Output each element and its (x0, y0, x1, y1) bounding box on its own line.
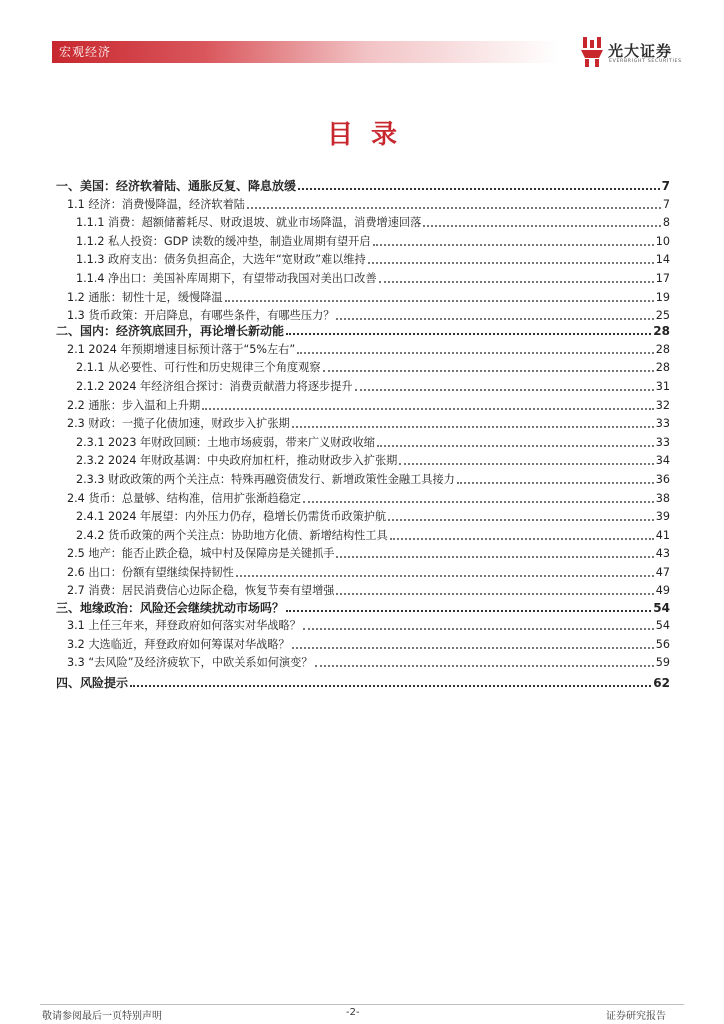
toc-entry-title: 四、风险提示 (56, 676, 129, 690)
toc-leader-dots (336, 583, 653, 595)
toc-entry[interactable] (67, 397, 670, 413)
toc-page-number: 47 (655, 566, 670, 579)
toc-leader-dots (225, 290, 654, 302)
toc-leader-dots (388, 509, 654, 521)
toc-leader-dots (202, 398, 654, 410)
toc-entry-title: 2.1 2024 年预期增速目标预计落于“5%左右” (67, 343, 296, 356)
toc-entry[interactable] (67, 415, 670, 431)
toc-chapter-entry[interactable] (56, 599, 670, 615)
toc-page-number: 38 (655, 492, 670, 505)
toc-entry-title: 2.7 消费：居民消费信心边际企稳，恢复节奏有望增强 (67, 584, 335, 597)
toc-entry[interactable] (67, 636, 670, 652)
toc-page-number: 33 (655, 417, 670, 430)
brand-name: 光大证券 (608, 42, 673, 60)
toc-page-number: 34 (655, 454, 670, 467)
toc-entry[interactable] (76, 527, 670, 543)
toc-leader-dots (286, 600, 651, 612)
footer-report-type: 证券研究报告 (606, 1011, 666, 1022)
toc-entry[interactable] (76, 378, 670, 394)
toc-entry-title: 3.1 上任三年来，拜登政府如何落实对华战略？ (67, 619, 301, 632)
toc-entry-title: 三、地缘政治：风险还会继续扰动市场吗？ (56, 601, 285, 615)
toc-page-number: 39 (655, 510, 670, 523)
toc-entry[interactable] (67, 654, 670, 670)
toc-page-number: 54 (655, 619, 670, 632)
toc-leader-dots (390, 528, 654, 540)
toc-entry-title: 2.3.3 财政政策的两个关注点：特殊再融资债发行、新增政策性金融工具接力 (76, 473, 455, 486)
toc-entry[interactable] (76, 214, 670, 230)
toc-page-number: 59 (655, 656, 670, 669)
footer-disclaimer: 敬请参阅最后一页特别声明 (42, 1011, 162, 1022)
toc-entry-title: 2.3 财政：一揽子化债加速，财政步入扩张期 (67, 417, 290, 430)
toc-leader-dots (247, 197, 661, 209)
toc-page-number: 41 (655, 529, 670, 542)
toc-leader-dots (355, 379, 654, 391)
toc-entry[interactable] (67, 564, 670, 580)
toc-leader-dots (286, 323, 651, 335)
toc-chapter-entry[interactable] (56, 322, 670, 338)
toc-entry-title: 1.3 货币政策：开启降息，有哪些条件，有哪些压力？ (67, 309, 335, 322)
toc-page-number: 19 (655, 291, 670, 304)
toc-entry[interactable] (67, 341, 670, 357)
toc-entry[interactable] (76, 251, 670, 267)
toc-entry-title: 2.6 出口：份额有望继续保持韧性 (67, 566, 234, 579)
brand-logo (580, 36, 700, 70)
toc-chapter-entry[interactable] (56, 177, 670, 193)
toc-leader-dots (297, 342, 654, 354)
toc-page-number: 33 (655, 436, 670, 449)
toc-page-number: 10 (655, 235, 670, 248)
header-section-label: 宏观经济 (59, 45, 112, 59)
toc-leader-dots (130, 675, 651, 687)
footer-page-number: -2- (346, 1007, 360, 1018)
toc-entry[interactable] (76, 508, 670, 524)
toc-leader-dots (323, 360, 654, 372)
toc-entry[interactable] (67, 490, 670, 506)
toc-entry[interactable] (76, 452, 670, 468)
toc-chapter-entry[interactable] (56, 674, 670, 690)
toc-entry-title: 2.3.1 2023 年财政回顾：土地市场疲弱，带来广义财政收缩 (76, 436, 375, 449)
toc-page-number: 7 (661, 179, 670, 193)
toc-leader-dots (336, 546, 653, 558)
toc-page-number: 8 (662, 216, 670, 229)
toc-leader-dots (315, 655, 654, 667)
toc-entry-title: 3.2 大选临近，拜登政府如何筹谋对华战略？ (67, 638, 290, 651)
toc-entry-title: 1.1.1 消费：超额储蓄耗尽、财政退坡、就业市场降温，消费增速回落 (76, 216, 422, 229)
brand-english: EVERBRIGHT SECURITIES (609, 59, 682, 64)
toc-page-number: 31 (655, 380, 670, 393)
toc-entry[interactable] (76, 434, 670, 450)
toc-page-number: 49 (655, 584, 670, 597)
toc-entry[interactable] (76, 270, 670, 286)
toc-page-number: 7 (662, 198, 670, 211)
toc-leader-dots (368, 252, 654, 264)
toc-leader-dots (379, 271, 654, 283)
toc-entry-title: 2.5 地产：能否止跌企稳，城中村及保障房是关键抓手 (67, 547, 335, 560)
toc-leader-dots (298, 178, 660, 190)
toc-entry[interactable] (76, 359, 670, 375)
toc-entry[interactable] (76, 471, 670, 487)
header-band (52, 41, 560, 63)
toc-entry[interactable] (67, 307, 670, 323)
toc-entry-title: 1.1.3 政府支出：债务负担高企，大选年“宽财政”难以维持 (76, 253, 366, 266)
toc-entry-title: 2.1.1 从必要性、可行性和历史规律三个角度观察 (76, 361, 321, 374)
toc-entry[interactable] (67, 617, 670, 633)
toc-entry-title: 1.1 经济：消费慢降温，经济软着陆 (67, 198, 245, 211)
toc-leader-dots (303, 491, 654, 503)
toc-leader-dots (373, 234, 654, 246)
toc-entry-title: 2.3.2 2024 年财政基调：中央政府加杠杆，推动财政步入扩张期 (76, 454, 398, 467)
toc-leader-dots (399, 453, 653, 465)
toc-page-number: 32 (655, 399, 670, 412)
toc-entry[interactable] (76, 233, 670, 249)
toc-entry-title: 一、美国：经济软着陆、通胀反复、降息放缓 (56, 179, 297, 193)
toc-entry-title: 2.4.1 2024 年展望：内外压力仍存，稳增长仍需货币政策护航 (76, 510, 387, 523)
toc-leader-dots (292, 637, 654, 649)
toc-page-number: 28 (655, 361, 670, 374)
toc-entry[interactable] (67, 289, 670, 305)
toc-page-number: 17 (655, 272, 670, 285)
toc-entry-title: 二、国内：经济筑底回升，再论增长新动能 (56, 324, 285, 338)
toc-page-number: 14 (655, 253, 670, 266)
toc-leader-dots (377, 435, 654, 447)
toc-leader-dots (292, 416, 654, 428)
toc-entry-title: 2.4.2 货币政策的两个关注点：协助地方化债、新增结构性工具 (76, 529, 388, 542)
toc-entry[interactable] (67, 196, 670, 212)
toc-entry-title: 2.4 货币：总量够、结构准，信用扩张渐趋稳定 (67, 492, 301, 505)
toc-entry-title: 1.1.4 净出口：美国补库周期下，有望带动我国对美出口改善 (76, 272, 377, 285)
toc-entry[interactable] (67, 545, 670, 561)
toc-page-number: 62 (653, 676, 670, 690)
toc-page-number: 25 (655, 309, 670, 322)
toc-leader-dots (457, 472, 654, 484)
toc-leader-dots (303, 618, 654, 630)
toc-page-number: 56 (655, 638, 670, 651)
toc-entry-title: 1.2 通胀：韧性十足，缓慢降温 (67, 291, 223, 304)
toc-page-number: 28 (655, 343, 670, 356)
toc-page-number: 54 (653, 601, 670, 615)
toc-entry-title: 3.3 “去风险”及经济疲软下，中欧关系如何演变？ (67, 656, 313, 669)
toc-entry-title: 1.1.2 私人投资：GDP 读数的缓冲垫，制造业周期有望开启 (76, 235, 371, 248)
toc-page-number: 36 (655, 473, 670, 486)
page-title: 目录 (326, 120, 415, 150)
toc-entry[interactable] (67, 582, 670, 598)
toc-leader-dots (236, 565, 654, 577)
toc-leader-dots (336, 308, 653, 320)
toc-page-number: 43 (655, 547, 670, 560)
toc-page-number: 28 (653, 324, 670, 338)
brand-logo-icon (580, 37, 604, 67)
footer-divider (40, 1004, 684, 1005)
toc-entry-title: 2.1.2 2024 年经济组合探讨：消费贡献潜力将逐步提升 (76, 380, 353, 393)
toc-leader-dots (423, 215, 661, 227)
toc-entry-title: 2.2 通胀：步入温和上升期 (67, 399, 201, 412)
